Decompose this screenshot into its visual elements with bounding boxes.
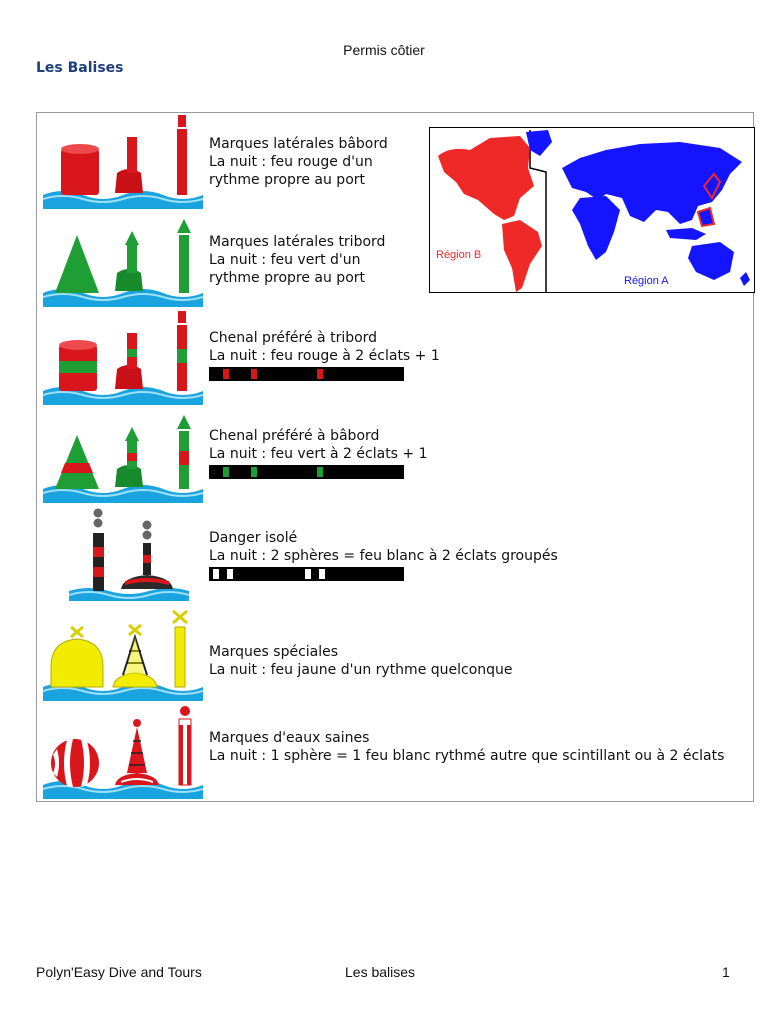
section-title: Les Balises	[36, 60, 124, 76]
special-marks-night-line1: La nuit : feu jaune d'un rythme quelconque	[209, 662, 513, 678]
safe-water-night-line1: La nuit : 1 sphère = 1 feu blanc rythmé autre que scintillant ou à 2 éclats	[209, 748, 725, 764]
document-header-title: Permis côtier	[343, 42, 425, 58]
lateral-port-night-line1: La nuit : feu rouge d'un	[209, 154, 373, 170]
preferred-port-text	[209, 427, 749, 479]
preferred-port-buoys-illustration	[43, 407, 203, 503]
footer-page-number: 1	[722, 964, 730, 980]
isolated-danger-night-line1: La nuit : 2 sphères = feu blanc à 2 éclats groupés	[209, 548, 558, 564]
row-special-marks	[43, 605, 743, 701]
preferred-port-title: Chenal préféré à bâbord	[209, 428, 380, 444]
row-safe-water	[43, 703, 743, 799]
preferred-starboard-text	[209, 329, 749, 381]
lateral-port-buoys-illustration	[43, 113, 203, 209]
footer-document-title: Les balises	[345, 964, 416, 980]
red-flash-pattern-bar	[209, 367, 404, 381]
buoys-panel	[36, 112, 754, 802]
special-marks-text	[209, 643, 749, 679]
white-flash-pattern-bar	[209, 567, 404, 581]
preferred-starboard-title: Chenal préféré à tribord	[209, 330, 378, 346]
lateral-starboard-title: Marques latérales tribord	[209, 234, 386, 250]
footer-company: Polyn'Easy Dive and Tours	[36, 964, 202, 980]
region-b-label: Région B	[436, 249, 482, 261]
preferred-port-night-line1: La nuit : feu vert à 2 éclats + 1	[209, 446, 428, 462]
iala-regions-world-map	[429, 127, 755, 293]
lateral-starboard-night-line1: La nuit : feu vert d'un	[209, 252, 361, 268]
preferred-starboard-night-line1: La nuit : feu rouge à 2 éclats + 1	[209, 348, 440, 364]
row-preferred-port	[43, 407, 743, 503]
preferred-starboard-buoys-illustration	[43, 309, 203, 405]
lateral-port-title: Marques latérales bâbord	[209, 136, 388, 152]
safe-water-text	[209, 729, 749, 765]
isolated-danger-buoys-illustration	[43, 505, 203, 601]
row-isolated-danger	[43, 505, 743, 601]
lateral-starboard-buoys-illustration	[43, 211, 203, 307]
lateral-starboard-night-line2: rythme propre au port	[209, 270, 366, 286]
isolated-danger-text	[209, 529, 749, 581]
safe-water-buoys-illustration	[43, 703, 203, 799]
world-map-graphic	[430, 128, 755, 293]
row-preferred-starboard	[43, 309, 743, 405]
special-marks-title: Marques spéciales	[209, 644, 339, 660]
green-flash-pattern-bar	[209, 465, 404, 479]
region-a-label: Région A	[624, 275, 669, 287]
special-marks-buoys-illustration	[43, 605, 203, 701]
lateral-port-night-line2: rythme propre au port	[209, 172, 366, 188]
isolated-danger-title: Danger isolé	[209, 530, 298, 546]
safe-water-title: Marques d'eaux saines	[209, 730, 370, 746]
